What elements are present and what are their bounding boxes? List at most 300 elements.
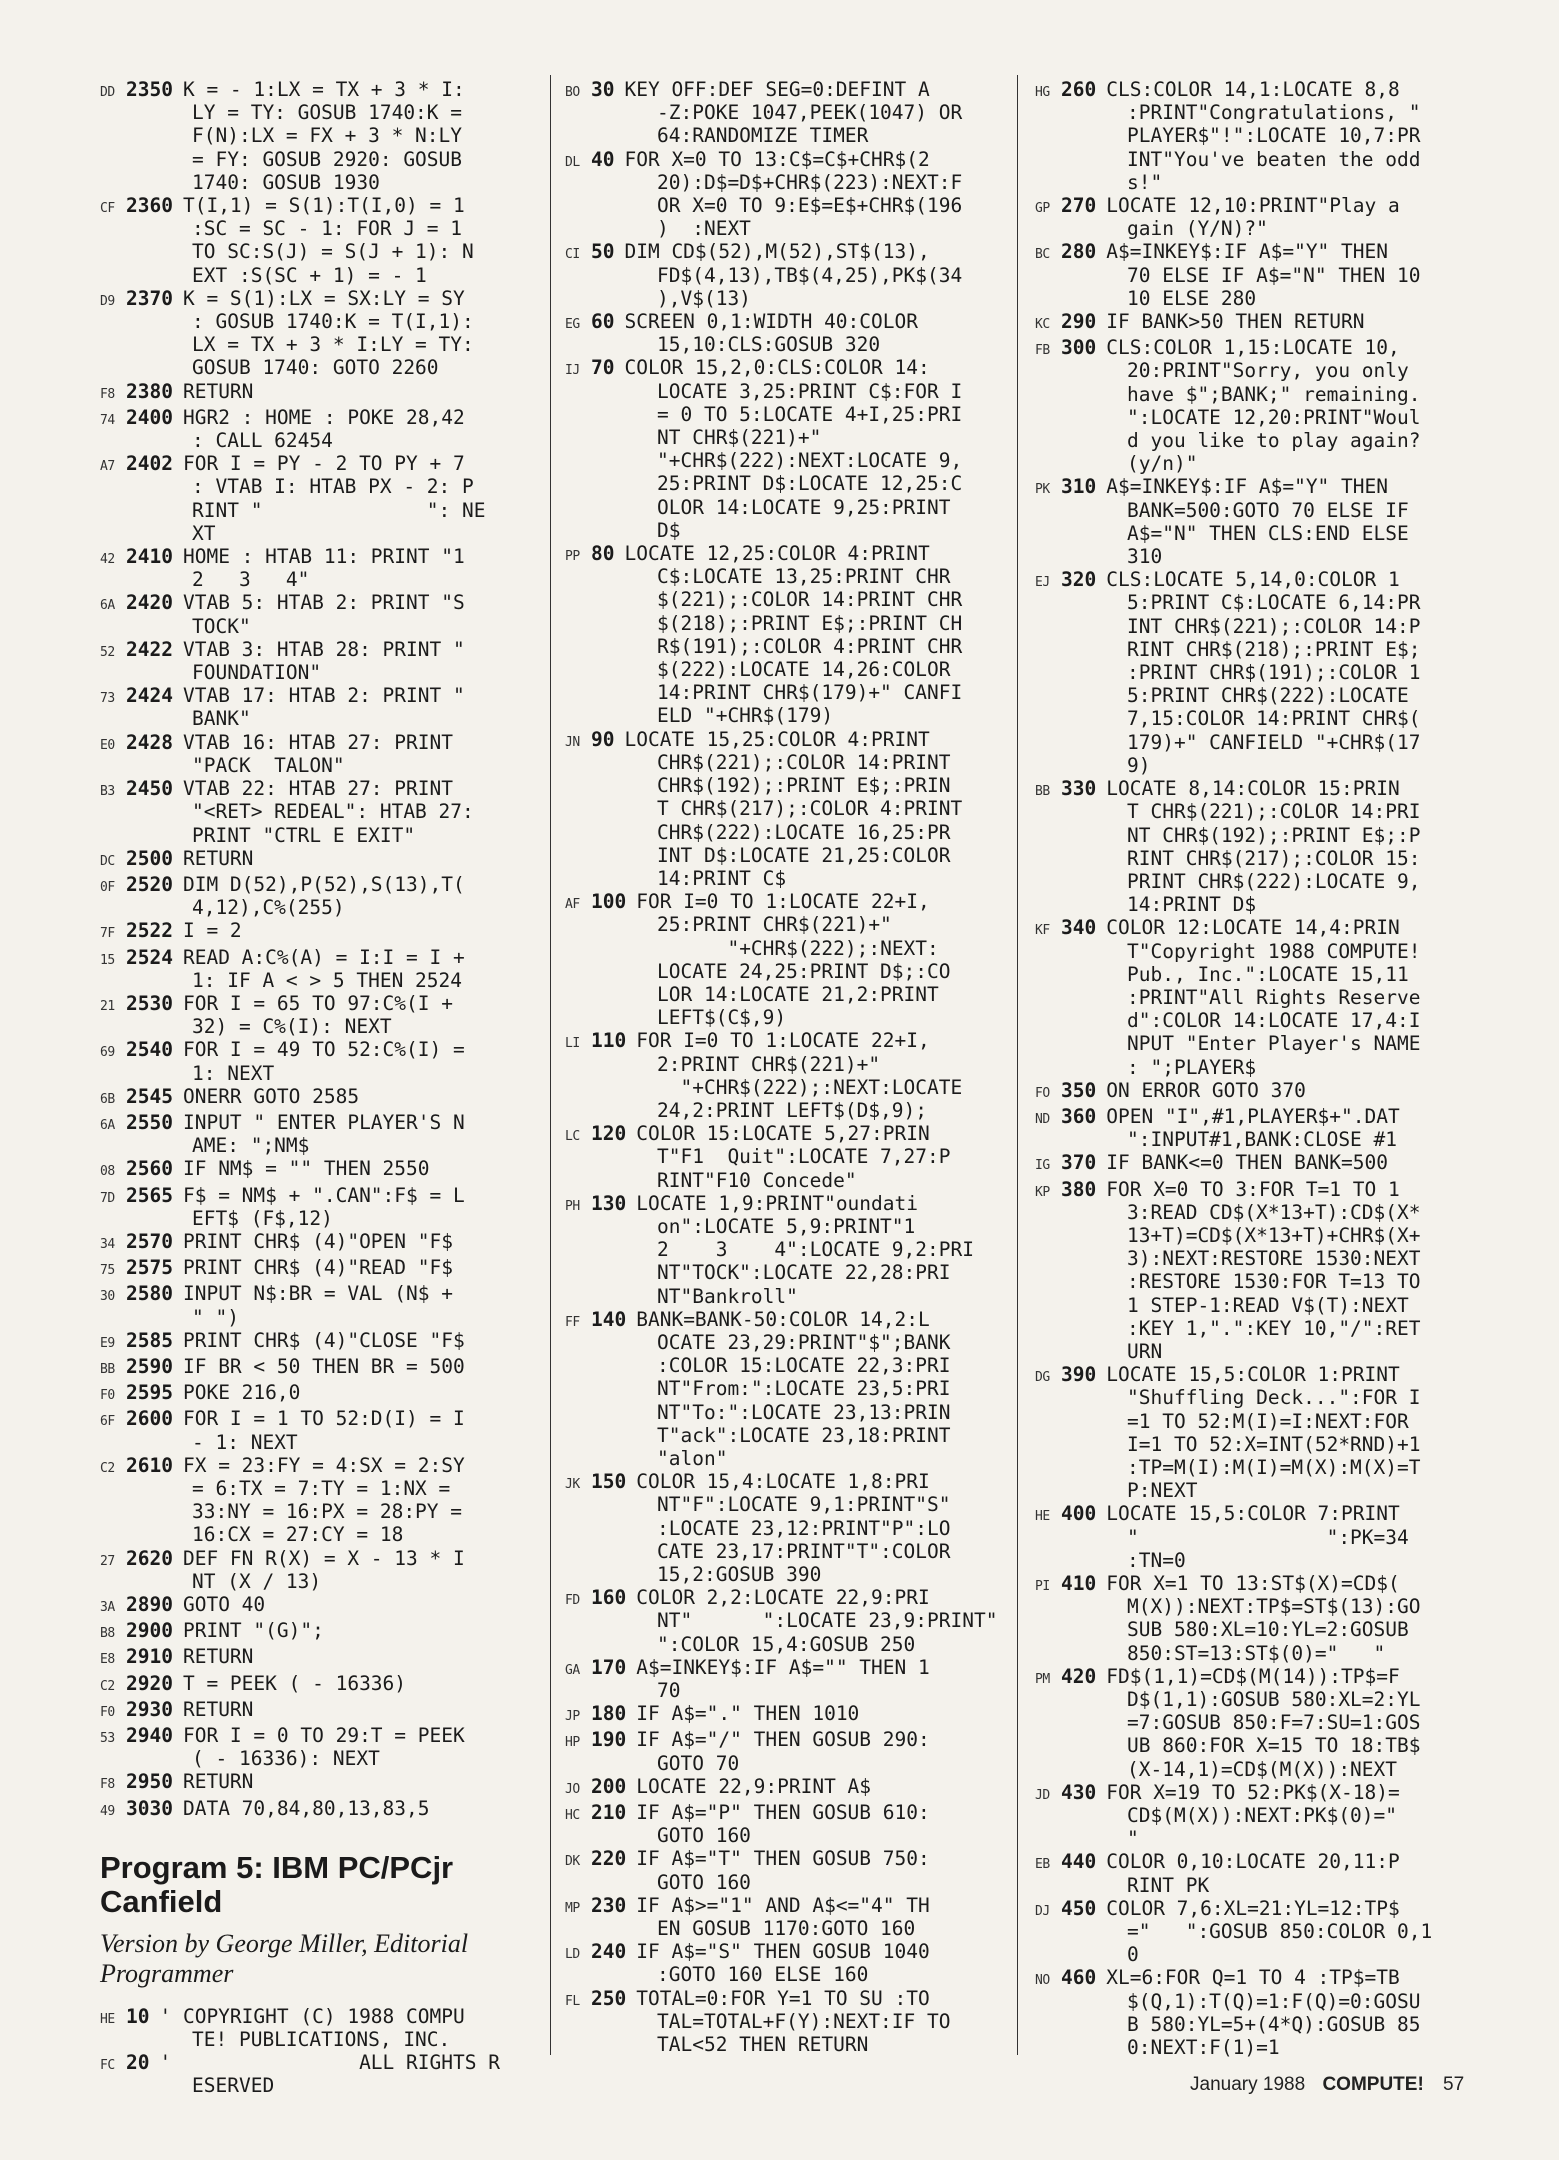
code-continuation: INT CHR$(221);:COLOR 14:P <box>1127 614 1421 638</box>
code-continuation: :LOCATE 23,12:PRINT"P":LO <box>657 1516 951 1540</box>
code-text: COLOR 2,2:LOCATE 22,9:PRI <box>636 1586 930 1610</box>
code-line <box>100 1230 540 1256</box>
code-text: READ A:C%(A) = I:I = I + <box>182 945 465 969</box>
checksum-label: 15 <box>100 952 115 968</box>
program-title <box>100 1851 540 1919</box>
code-continuation: SUB 580:XL=10:YL=2:GOSUB <box>1127 1618 1409 1642</box>
code-text: CLS:COLOR 1,15:LOCATE 10, <box>1106 336 1400 360</box>
checksum-label: DL <box>565 154 580 170</box>
line-number: 2524 <box>126 945 173 969</box>
code-continuation: NPUT "Enter Player's NAME <box>1127 1032 1421 1056</box>
code-line <box>100 946 540 992</box>
code-continuation: 15,10:CLS:GOSUB 320 <box>657 333 881 357</box>
code-line <box>1035 310 1475 336</box>
code-continuation: 33:NY = 16:PX = 28:PY = <box>192 1500 463 1524</box>
line-number: 2428 <box>126 730 173 754</box>
code-line <box>100 1797 540 1823</box>
line-number: 420 <box>1061 1664 1097 1688</box>
code-continuation: 10 ELSE 280 <box>1127 286 1257 310</box>
code-continuation: :COLOR 15:LOCATE 22,3:PRI <box>657 1354 951 1378</box>
code-continuation: URN <box>1127 1339 1163 1363</box>
code-continuation: :PRINT"All Rights Reserve <box>1127 985 1421 1009</box>
ibm-listing-head <box>100 2005 540 2098</box>
code-line-body <box>126 1157 540 1180</box>
column-divider-2 <box>1017 75 1018 2055</box>
line-number: 360 <box>1061 1104 1097 1128</box>
code-line-body <box>591 728 1010 890</box>
code-continuation: ELD "+CHR$(179) <box>657 704 834 728</box>
code-line-body <box>126 1645 540 1668</box>
code-line <box>100 1672 540 1698</box>
code-text: ' COPYRIGHT (C) 1988 COMPU <box>159 2004 465 2028</box>
line-number: 330 <box>1061 777 1097 801</box>
code-line <box>1035 1966 1475 2059</box>
line-number: 190 <box>591 1728 627 1752</box>
code-line-body <box>126 545 540 591</box>
checksum-label: FF <box>565 1314 580 1330</box>
checksum-label: B3 <box>100 784 115 800</box>
code-line-body <box>1061 336 1475 475</box>
line-number: 2402 <box>126 452 173 476</box>
code-line-body <box>126 1672 540 1695</box>
code-text: IF NM$ = "" THEN 2550 <box>182 1157 430 1181</box>
checksum-label: JD <box>1035 1787 1050 1803</box>
code-continuation: FD$(4,13),TB$(4,25),PK$(34 <box>657 263 963 287</box>
checksum-label: PP <box>565 549 580 565</box>
code-continuation: 25:PRINT D$:LOCATE 12,25:C <box>657 472 963 496</box>
code-text: PRINT CHR$ (4)"CLOSE "F$ <box>182 1328 465 1352</box>
code-line <box>100 638 540 684</box>
checksum-label: A7 <box>100 459 115 475</box>
code-line <box>100 545 540 591</box>
code-line-body <box>1061 1897 1475 1967</box>
code-continuation: "PACK TALON" <box>192 753 345 777</box>
code-continuation: $(Q,1):T(Q)=1:F(Q)=0:GOSU <box>1127 1989 1421 2013</box>
code-line-body <box>126 1256 540 1279</box>
code-continuation: d":COLOR 14:LOCATE 17,4:I <box>1127 1009 1421 1033</box>
line-number: 260 <box>1061 78 1097 101</box>
checksum-label: HE <box>100 2011 115 2027</box>
line-number: 2620 <box>126 1546 173 1570</box>
code-line-body <box>1061 568 1475 777</box>
line-number: 110 <box>591 1029 627 1053</box>
code-text: COLOR 7,6:XL=21:YL=12:TP$ <box>1106 1896 1400 1920</box>
code-line <box>1035 1105 1475 1151</box>
code-text: IF A$="T" THEN GOSUB 750: <box>636 1847 930 1871</box>
code-continuation: CATE 23,17:PRINT"T":COLOR <box>657 1539 951 1563</box>
code-continuation: OR X=0 TO 9:E$=E$+CHR$(196 <box>657 194 963 218</box>
code-line-body <box>591 1894 1010 1940</box>
code-continuation: NT CHR$(192);:PRINT E$;:P <box>1127 823 1421 847</box>
line-number: 70 <box>591 356 615 380</box>
code-continuation: ":INPUT#1,BANK:CLOSE #1 <box>1127 1128 1398 1152</box>
code-continuation: 25:PRINT CHR$(221)+" <box>657 913 892 937</box>
checksum-label: DC <box>100 853 115 869</box>
code-continuation: - 1: NEXT <box>192 1430 298 1454</box>
code-text: DATA 70,84,80,13,83,5 <box>182 1796 430 1820</box>
line-number: 2950 <box>126 1770 173 1794</box>
code-continuation: GOTO 70 <box>657 1751 740 1775</box>
line-number: 30 <box>591 78 615 101</box>
code-continuation: NT"Bankroll" <box>657 1284 798 1308</box>
code-text: DEF FN R(X) = X - 13 * I <box>182 1546 465 1570</box>
code-continuation: 13+T)=CD$(X*13+T)+CHR$(X+ <box>1127 1223 1421 1247</box>
code-line <box>565 310 1010 356</box>
checksum-label: E0 <box>100 737 115 753</box>
code-line <box>100 1184 540 1230</box>
code-line-body <box>591 1940 1010 1986</box>
code-text: LOCATE 15,5:COLOR 1:PRINT <box>1106 1363 1400 1387</box>
code-continuation: :PRINT CHR$(191);:COLOR 1 <box>1127 661 1421 685</box>
code-line <box>100 1157 540 1183</box>
code-continuation: gain (Y/N)?" <box>1127 217 1268 241</box>
code-text: FOR I=0 TO 1:LOCATE 22+I, <box>636 890 930 914</box>
code-line <box>100 1381 540 1407</box>
code-text: LOCATE 12,10:PRINT"Play a <box>1106 194 1400 218</box>
line-number: 2380 <box>126 379 173 403</box>
byline-line-2: Programmer <box>100 1958 234 1988</box>
code-line <box>565 1122 1010 1192</box>
code-line-body <box>126 873 540 919</box>
code-text: A$=INKEY$:IF A$="" THEN 1 <box>636 1655 930 1679</box>
code-continuation: F(N):LX = FX + 3 * N:LY <box>192 124 463 148</box>
code-continuation: NT"To:":LOCATE 23,13:PRIN <box>657 1400 951 1424</box>
line-number: 2930 <box>126 1697 173 1721</box>
line-number: 370 <box>1061 1151 1097 1175</box>
code-line-body <box>1061 310 1475 333</box>
checksum-label: DJ <box>1035 1903 1050 1919</box>
checksum-label: 74 <box>100 412 115 428</box>
code-continuation: 20:PRINT"Sorry, you only <box>1127 359 1409 383</box>
code-continuation: 1 STEP-1:READ V$(T):NEXT <box>1127 1293 1409 1317</box>
checksum-label: E8 <box>100 1652 115 1668</box>
line-number: 40 <box>591 147 615 171</box>
line-number: 2595 <box>126 1381 173 1405</box>
code-text: FOR I = 65 TO 97:C%(I + <box>182 991 453 1015</box>
code-text: IF BANK<=0 THEN BANK=500 <box>1106 1151 1388 1175</box>
code-continuation: CHR$(221);:COLOR 14:PRINT <box>657 750 951 774</box>
code-line-body <box>126 847 540 870</box>
code-continuation: =1 TO 52:M(I)=I:NEXT:FOR <box>1127 1409 1409 1433</box>
code-line-body <box>1061 1079 1475 1102</box>
code-text: COLOR 15:LOCATE 5,27:PRIN <box>636 1122 930 1146</box>
code-text: PRINT CHR$ (4)"READ "F$ <box>182 1256 453 1280</box>
line-number: 160 <box>591 1586 627 1610</box>
code-line-body <box>126 1547 540 1593</box>
code-continuation: 20):D$=D$+CHR$(223):NEXT:F <box>657 170 963 194</box>
code-line-body <box>126 1454 540 1547</box>
code-line-body <box>591 1847 1010 1893</box>
code-continuation: 70 ELSE IF A$="N" THEN 10 <box>1127 263 1421 287</box>
code-text: KEY OFF:DEF SEG=0:DEFINT A <box>624 78 930 101</box>
code-text: XL=6:FOR Q=1 TO 4 :TP$=TB <box>1106 1966 1400 1990</box>
checksum-label: GA <box>565 1662 580 1678</box>
checksum-label: F8 <box>100 386 115 402</box>
code-text: INPUT N$:BR = VAL (N$ + <box>182 1282 453 1306</box>
checksum-label: 6F <box>100 1414 115 1430</box>
checksum-label: FL <box>565 1993 580 2009</box>
code-line-body <box>1061 1178 1475 1364</box>
checksum-label: 08 <box>100 1164 115 1180</box>
code-line-body <box>1061 777 1475 916</box>
code-line <box>565 1801 1010 1847</box>
code-text: F$ = NM$ + ".CAN":F$ = L <box>182 1183 465 1207</box>
checksum-label: 42 <box>100 552 115 568</box>
code-continuation: P:NEXT <box>1127 1479 1198 1503</box>
code-continuation: NT (X / 13) <box>192 1569 322 1593</box>
line-number: 380 <box>1061 1177 1097 1201</box>
code-continuation: :TP=M(I):M(I)=M(X):M(X)=T <box>1127 1455 1421 1479</box>
code-line <box>1035 194 1475 240</box>
code-continuation: TAL<52 THEN RETURN <box>657 2033 869 2057</box>
code-line <box>565 1894 1010 1940</box>
code-continuation: 1: NEXT <box>192 1061 275 1085</box>
code-continuation: "<RET> REDEAL": HTAB 27: <box>192 800 474 824</box>
code-line <box>1035 336 1475 475</box>
line-number: 2360 <box>126 194 173 218</box>
checksum-label: 6A <box>100 598 115 614</box>
code-line <box>100 591 540 637</box>
code-line-body <box>126 1770 540 1793</box>
code-line-body <box>126 1698 540 1721</box>
line-number: 2900 <box>126 1619 173 1643</box>
code-line-body <box>1061 194 1475 240</box>
checksum-label: PK <box>1035 482 1050 498</box>
code-continuation: NT"TOCK":LOCATE 22,28:PRI <box>657 1261 951 1285</box>
code-line <box>565 1656 1010 1702</box>
checksum-label: 73 <box>100 691 115 707</box>
code-continuation: T CHR$(221);:COLOR 14:PRI <box>1127 800 1421 824</box>
checksum-label: PI <box>1035 1579 1050 1594</box>
code-line <box>1035 78 1475 194</box>
line-number: 60 <box>591 310 615 334</box>
code-text: LOCATE 15,5:COLOR 7:PRINT <box>1106 1502 1400 1526</box>
code-continuation: 14:PRINT C$ <box>657 866 787 890</box>
code-text: RETURN <box>182 1697 254 1721</box>
checksum-label: LI <box>565 1036 580 1052</box>
code-line <box>100 992 540 1038</box>
code-continuation: LX = TX + 3 * I:LY = TY: <box>192 333 474 357</box>
code-continuation: 24,2:PRINT LEFT$(D$,9); <box>657 1098 928 1122</box>
listing-column-2 <box>565 78 1010 2056</box>
code-continuation: CD$(M(X)):NEXT:PK$(0)=" <box>1127 1804 1398 1828</box>
code-text: ' ALL RIGHTS R <box>159 2051 500 2075</box>
code-line-body <box>126 1329 540 1352</box>
code-line <box>1035 1665 1475 1781</box>
code-continuation: NT"From:":LOCATE 23,5:PRI <box>657 1377 951 1401</box>
code-line <box>100 1547 540 1593</box>
code-line-body <box>1061 1572 1475 1665</box>
code-continuation: LOCATE 3,25:PRINT C$:FOR I <box>657 379 963 403</box>
code-continuation: TE! PUBLICATIONS, INC. <box>192 2028 451 2052</box>
code-continuation: 4,12),C%(255) <box>192 896 345 920</box>
code-line <box>100 1329 540 1355</box>
code-line-body <box>126 946 540 992</box>
line-number: 450 <box>1061 1896 1097 1920</box>
code-text: FOR X=0 TO 13:C$=C$+CHR$(2 <box>624 147 930 171</box>
code-continuation: EXT :S(SC + 1) = - 1 <box>192 263 427 287</box>
code-continuation: 3:READ CD$(X*13+T):CD$(X* <box>1127 1200 1421 1224</box>
code-text: RETURN <box>182 846 254 870</box>
code-continuation: 7,15:COLOR 14:PRINT CHR$( <box>1127 707 1421 731</box>
code-line-body <box>126 731 540 777</box>
code-continuation: RINT PK <box>1127 1873 1210 1897</box>
code-continuation: 310 <box>1127 545 1163 569</box>
code-continuation: OCATE 23,29:PRINT"$";BANK <box>657 1330 951 1354</box>
code-continuation: : VTAB I: HTAB PX - 2: P <box>192 475 474 499</box>
code-continuation: on":LOCATE 5,9:PRINT"1 <box>657 1214 916 1238</box>
code-continuation: XT <box>192 521 216 545</box>
code-continuation: RINT " ": NE <box>192 498 486 522</box>
code-continuation: NT"F":LOCATE 9,1:PRINT"S" <box>657 1493 951 1517</box>
code-text: T = PEEK ( - 16336) <box>182 1671 407 1695</box>
checksum-label: F8 <box>100 1777 115 1793</box>
line-number: 2590 <box>126 1354 173 1378</box>
line-number: 50 <box>591 240 615 264</box>
code-line-body <box>591 542 1010 728</box>
code-line <box>565 1940 1010 1986</box>
line-number: 2450 <box>126 777 173 801</box>
code-continuation: 15,2:GOSUB 390 <box>657 1563 822 1586</box>
code-line-body <box>126 591 540 637</box>
checksum-label: 30 <box>100 1289 115 1305</box>
code-continuation: D$(1,1):GOSUB 580:XL=2:YL <box>1127 1688 1421 1712</box>
code-line-body <box>126 1355 540 1378</box>
code-line-body <box>591 1987 1010 2057</box>
code-continuation: -Z:POKE 1047,PEEK(1047) OR <box>657 101 963 125</box>
code-line-body <box>126 684 540 730</box>
code-line <box>100 873 540 919</box>
code-continuation: 64:RANDOMIZE TIMER <box>657 124 869 148</box>
code-continuation: 1740: GOSUB 1930 <box>192 170 380 194</box>
code-continuation: PRINT CHR$(222):LOCATE 9, <box>1127 869 1421 893</box>
line-number: 180 <box>591 1702 627 1726</box>
code-continuation: CHR$(222):LOCATE 16,25:PR <box>657 820 951 844</box>
code-continuation: :KEY 1,".":KEY 10,"/":RET <box>1127 1316 1421 1340</box>
code-line-body <box>591 1656 1010 1702</box>
checksum-label: BO <box>565 85 580 100</box>
code-line <box>100 1593 540 1619</box>
code-continuation: 14:PRINT CHR$(179)+" CANFI <box>657 681 963 705</box>
code-text: IF A$="S" THEN GOSUB 1040 <box>636 1940 930 1964</box>
checksum-label: CF <box>100 201 115 217</box>
code-text: BANK=BANK-50:COLOR 14,2:L <box>636 1307 930 1331</box>
code-line-body <box>591 1728 1010 1774</box>
code-line-body <box>591 78 1010 148</box>
code-continuation: 14:PRINT D$ <box>1127 893 1257 917</box>
line-number: 2940 <box>126 1724 173 1748</box>
code-line-body <box>126 919 540 942</box>
code-text: FOR I = 49 TO 52:C%(I) = <box>182 1038 465 1062</box>
code-line <box>1035 1079 1475 1105</box>
code-continuation: $(218);:PRINT E$;:PRINT CH <box>657 611 963 635</box>
code-line <box>100 1038 540 1084</box>
code-continuation: RINT"F10 Concede" <box>657 1168 857 1192</box>
program-title-line-1: Program 5: IBM PC/PCjr <box>100 1849 454 1885</box>
checksum-label: HG <box>1035 85 1050 100</box>
code-text: PRINT "(G)"; <box>182 1619 324 1643</box>
code-line <box>100 1256 540 1282</box>
code-text: TOTAL=0:FOR Y=1 TO SU :TO <box>636 1986 930 2010</box>
checksum-label: 49 <box>100 1803 115 1819</box>
line-number: 210 <box>591 1801 627 1825</box>
code-line <box>565 1192 1010 1308</box>
code-continuation: ) :NEXT <box>657 217 751 241</box>
checksum-label: DG <box>1035 1370 1050 1386</box>
checksum-label: 7D <box>100 1190 115 1206</box>
code-text: VTAB 3: HTAB 28: PRINT " <box>182 637 465 661</box>
line-number: 290 <box>1061 310 1097 334</box>
code-continuation: RINT CHR$(218);:PRINT E$; <box>1127 637 1421 661</box>
line-number: 2580 <box>126 1282 173 1306</box>
program-title-line-2: Canfield <box>100 1883 223 1919</box>
code-continuation: ":LOCATE 12,20:PRINT"Woul <box>1127 405 1421 429</box>
code-text: FOR I = 0 TO 29:T = PEEK <box>182 1724 465 1748</box>
code-line <box>565 148 1010 241</box>
checksum-label: 34 <box>100 1236 115 1252</box>
line-number: 2424 <box>126 684 173 708</box>
code-continuation: 2 3 4" <box>192 568 310 592</box>
code-continuation: M(X)):NEXT:TP$=ST$(13):GO <box>1127 1595 1421 1619</box>
code-continuation: LOCATE 24,25:PRINT D$;:CO <box>657 959 951 983</box>
code-continuation: (X-14,1)=CD$(M(X)):NEXT <box>1127 1757 1398 1781</box>
line-number: 120 <box>591 1122 627 1146</box>
code-line-body <box>591 1586 1010 1656</box>
code-text: A$=INKEY$:IF A$="Y" THEN <box>1106 475 1388 499</box>
code-line <box>100 2051 540 2097</box>
code-line-body <box>126 1381 540 1404</box>
code-continuation: s!" <box>1127 170 1163 194</box>
code-line-body <box>1061 1502 1475 1572</box>
line-number: 310 <box>1061 475 1097 499</box>
code-continuation: GOSUB 1740: GOTO 2260 <box>192 356 439 380</box>
code-line <box>100 452 540 545</box>
code-continuation: 16:CX = 27:CY = 18 <box>192 1523 404 1547</box>
code-line <box>565 78 1010 148</box>
code-continuation: = FY: GOSUB 2920: GOSUB <box>192 147 463 171</box>
code-text: FOR X=1 TO 13:ST$(X)=CD$( <box>1106 1572 1400 1595</box>
code-line-body <box>126 1230 540 1253</box>
code-text: OPEN "I",#1,PLAYER$+".DAT <box>1106 1104 1400 1128</box>
code-text: ON ERROR GOTO 370 <box>1106 1078 1306 1102</box>
code-continuation: AME: ";NM$ <box>192 1134 310 1158</box>
line-number: 250 <box>591 1986 627 2010</box>
code-continuation: D$ <box>657 518 681 542</box>
code-line-body <box>591 1775 1010 1798</box>
line-number: 280 <box>1061 240 1097 264</box>
code-line-body <box>126 2051 540 2097</box>
code-text: VTAB 16: HTAB 27: PRINT <box>182 730 453 754</box>
code-continuation: 2:PRINT CHR$(221)+" <box>657 1052 881 1076</box>
code-line <box>100 1454 540 1547</box>
code-line <box>1035 1151 1475 1177</box>
code-line-body <box>1061 916 1475 1078</box>
checksum-label: E9 <box>100 1335 115 1351</box>
code-line <box>100 1282 540 1328</box>
apple-listing-tail <box>100 78 540 1823</box>
code-continuation: 3):NEXT:RESTORE 1530:NEXT <box>1127 1247 1421 1271</box>
checksum-label: AF <box>565 897 580 913</box>
line-number: 430 <box>1061 1780 1097 1804</box>
code-continuation: NT CHR$(221)+" <box>657 426 822 450</box>
code-line <box>565 1702 1010 1728</box>
code-line-body <box>591 1801 1010 1847</box>
line-number: 2420 <box>126 591 173 615</box>
code-continuation: 9) <box>1127 753 1151 777</box>
code-continuation: TO SC:S(J) = S(J + 1): N <box>192 240 474 264</box>
code-line <box>565 1775 1010 1801</box>
code-text: PRINT CHR$ (4)"OPEN "F$ <box>182 1229 453 1253</box>
